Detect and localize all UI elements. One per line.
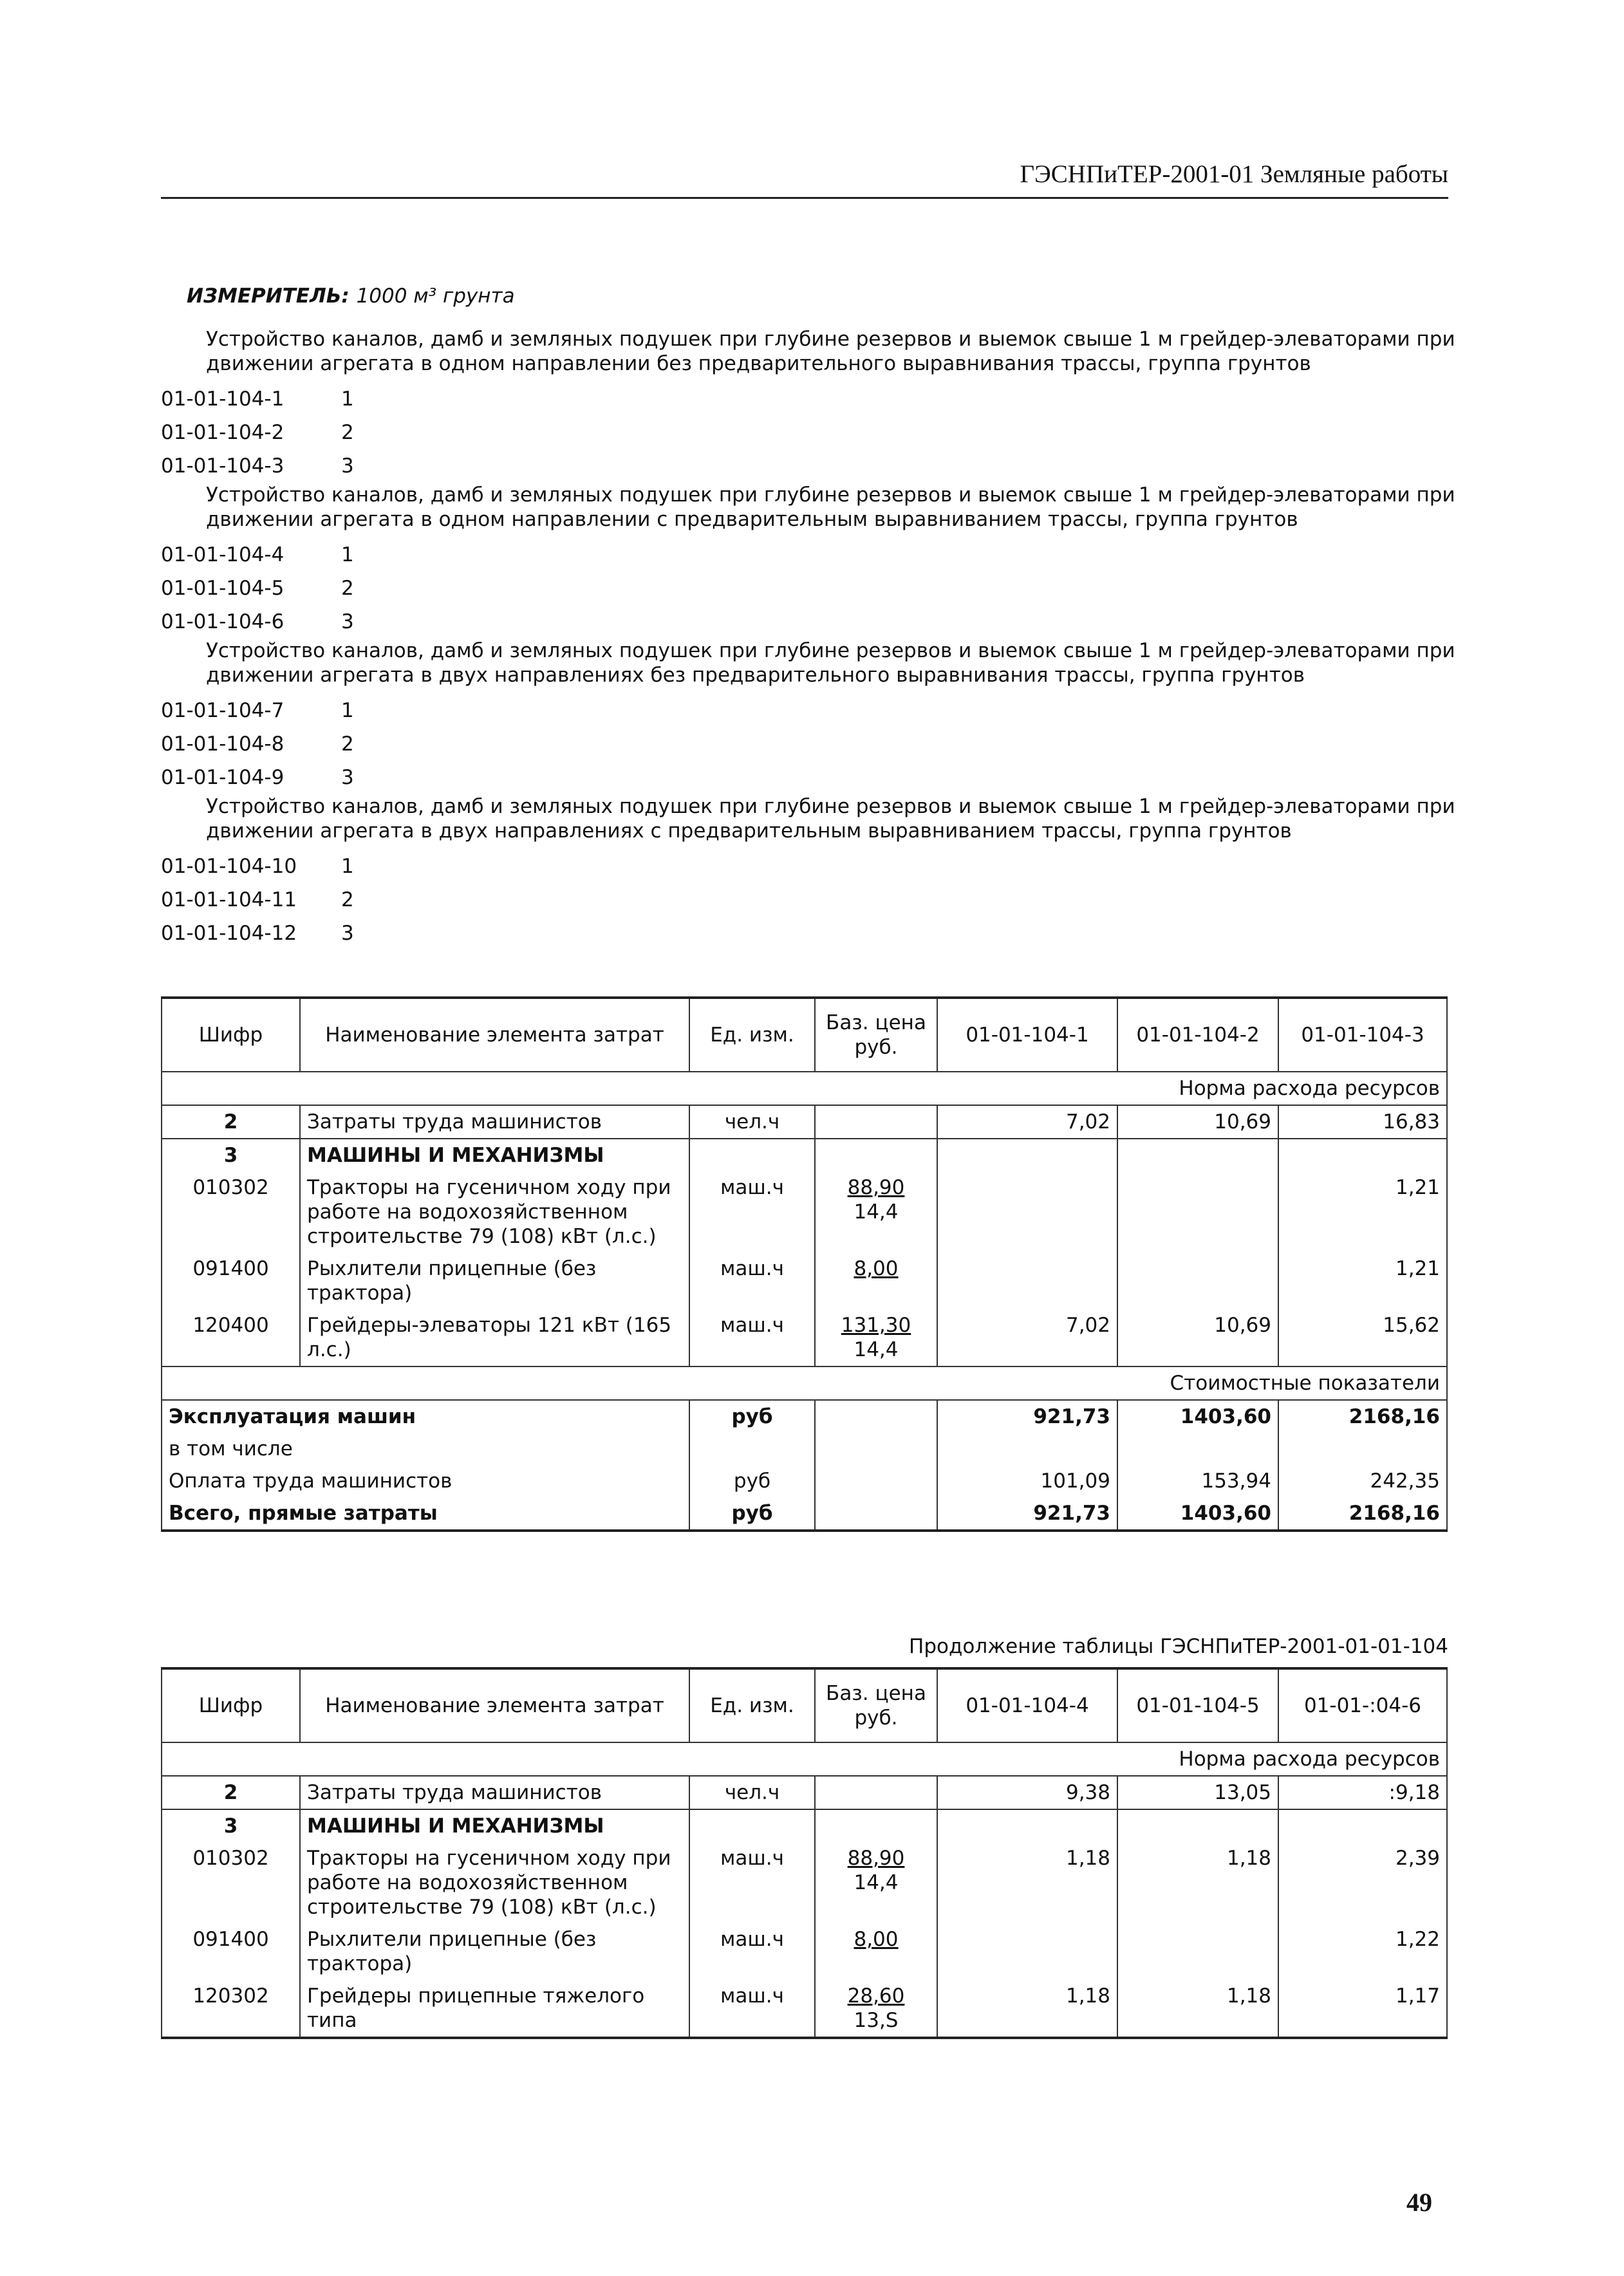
machine-v3: 15,62 [1278,1309,1447,1367]
price-base: 8,00 [854,1928,899,1951]
norm-label: Норма расхода ресурсов [162,1072,1447,1105]
machine-row [162,1171,1447,1253]
cost-v2: 153,94 [1117,1465,1278,1497]
header-unit: Ед. изм. [689,998,815,1072]
norm-code: 01-01-104-6 [161,610,285,633]
section-empty [1278,1809,1447,1842]
norm-code: 01-01-104-7 [161,699,285,722]
soil-group: 1 [341,855,354,878]
norm-code: 01-01-104-10 [161,855,297,878]
cost-name: Всего, прямые затраты [162,1497,689,1531]
header-code: Шифр [162,998,300,1072]
header-unit: Ед. изм. [689,1668,815,1742]
soil-group: 2 [341,577,354,600]
price-wage: 14,4 [854,1338,899,1361]
group-description: Устройство каналов, дамб и земляных подушек при глубине резервов и выемок свыше 1 м грейдер-элеваторами при движении агрегата в двух направлениях с предварительным выравниванием трассы, группа грунтов [206,795,1455,843]
price-base: 28,60 [847,1984,905,2008]
code-row [161,382,1461,416]
code-row [161,761,1461,794]
machine-v1 [937,1253,1117,1309]
soil-group: 3 [341,610,354,633]
machine-code: 120400 [162,1309,300,1367]
norm-code: 01-01-104-4 [161,543,285,566]
empty [1117,1433,1278,1465]
labor-v2: 10,69 [1117,1105,1278,1139]
price-base: 88,90 [847,1176,905,1199]
cost-v1: 101,09 [937,1465,1117,1497]
code-group [161,639,1461,794]
machine-price [815,1171,937,1253]
norm-code: 01-01-104-11 [161,888,297,911]
section-empty [815,1139,937,1171]
header-c3: 01-01-104-3 [1278,998,1447,1072]
norm-label-row [162,1072,1447,1105]
section-empty [689,1139,815,1171]
norms-table-1 [161,996,1448,1532]
machine-v2: 10,69 [1117,1309,1278,1367]
cost-unit: руб [689,1465,815,1497]
machine-v3: 1,22 [1278,1923,1447,1980]
labor-v3: 16,83 [1278,1105,1447,1139]
cost-v1: 921,73 [937,1497,1117,1531]
labor-unit: чел.ч [689,1776,815,1809]
machine-code: 091400 [162,1253,300,1309]
machine-row [162,1842,1447,1923]
code-group [161,794,1461,950]
soil-group: 2 [341,888,354,911]
header-title: ГЭСНПиТЕР-2001-01 Земляные работы [1020,160,1448,188]
machine-name: Рыхлители прицепные (без трактора) [300,1253,689,1309]
price-base: 131,30 [841,1314,911,1337]
machine-price [815,1253,937,1309]
code-row [161,917,1461,950]
soil-group: 3 [341,454,354,478]
cost-total-row [162,1497,1447,1531]
machine-v3: 1,17 [1278,1980,1447,2038]
code-groups [161,327,1461,950]
header-name: Наименование элемента затрат [300,998,689,1072]
machine-v1: 1,18 [937,1980,1117,2038]
machines-section-row [162,1809,1447,1842]
code-row [161,538,1461,572]
machine-row [162,1309,1447,1367]
norm-code: 01-01-104-12 [161,922,297,945]
table-header-row [162,998,1447,1072]
code-row [161,449,1461,483]
code-row [161,605,1461,639]
labor-price [815,1776,937,1809]
labor-unit: чел.ч [689,1105,815,1139]
page-header [161,157,1448,199]
group-description: Устройство каналов, дамб и земляных подушек при глубине резервов и выемок свыше 1 м грейдер-элеваторами при движении агрегата в одном направлении с предварительным выравниванием трассы, группа грунтов [206,483,1455,531]
machine-v1: 1,18 [937,1842,1117,1923]
price-base: 88,90 [847,1847,905,1870]
empty [689,1433,815,1465]
header-name: Наименование элемента затрат [300,1668,689,1742]
machine-v2 [1117,1253,1278,1309]
machines-section-row [162,1139,1447,1171]
machine-name: Грейдеры-элеваторы 121 кВт (165 л.с.) [300,1309,689,1367]
measure-label: ИЗМЕРИТЕЛЬ: [187,284,350,308]
group-description: Устройство каналов, дамб и земляных подушек при глубине резервов и выемок свыше 1 м грейдер-элеваторами при движении агрегата в двух направлениях без предварительного выравнивания трассы, группа грунтов [206,639,1455,687]
section-empty [1278,1139,1447,1171]
section-name: МАШИНЫ И МЕХАНИЗМЫ [300,1139,689,1171]
code-row [161,727,1461,761]
cost-unit: руб [689,1400,815,1433]
machine-unit: маш.ч [689,1842,815,1923]
machine-unit: маш.ч [689,1171,815,1253]
cost-exploit-row [162,1400,1447,1433]
empty [937,1433,1117,1465]
cost-v3: 2168,16 [1278,1400,1447,1433]
norms-table-2 [161,1667,1448,2039]
machine-price [815,1309,937,1367]
machine-code: 010302 [162,1171,300,1253]
header-c2: 01-01-104-2 [1117,998,1278,1072]
soil-group: 3 [341,922,354,945]
norm-code: 01-01-104-2 [161,421,285,444]
labor-code: 2 [162,1105,300,1139]
section-empty [937,1139,1117,1171]
price-wage: 13,S [854,2009,899,2032]
machine-v1 [937,1923,1117,1980]
machine-unit: маш.ч [689,1980,815,2038]
empty [1278,1433,1447,1465]
labor-row [162,1105,1447,1139]
cost-v3: 2168,16 [1278,1497,1447,1531]
machine-row [162,1923,1447,1980]
measure-line [187,283,1461,309]
header-price: Баз. цена руб. [815,1668,937,1742]
header-c1: 01-01-104-1 [937,998,1117,1072]
cost-price [815,1497,937,1531]
machine-unit: маш.ч [689,1309,815,1367]
cost-label-row [162,1367,1447,1400]
soil-group: 2 [341,421,354,444]
machine-v3: 1,21 [1278,1253,1447,1309]
norm-code: 01-01-104-1 [161,387,285,411]
machine-price [815,1842,937,1923]
labor-v3: :9,18 [1278,1776,1447,1809]
measure-and-codes [161,283,1461,950]
section-empty [689,1809,815,1842]
soil-group: 1 [341,387,354,411]
header-c3: 01-01-:04-6 [1278,1668,1447,1742]
machine-name: Грейдеры прицепные тяжелого типа [300,1980,689,2038]
table-continued-caption: Продолжение таблицы ГЭСНПиТЕР-2001-01-01-104 [909,1635,1448,1658]
header-c2: 01-01-104-5 [1117,1668,1278,1742]
code-row [161,416,1461,449]
machine-name: Тракторы на гусеничном ходу при работе на водохозяйственном строительстве 79 (108) кВт (л.с.) [300,1842,689,1923]
machine-v2 [1117,1171,1278,1253]
page-number: 49 [1406,2188,1432,2217]
cost-incl: в том числе [162,1433,689,1465]
section-empty [1117,1809,1278,1842]
machine-v2: 1,18 [1117,1980,1278,2038]
empty [815,1433,937,1465]
code-row [161,694,1461,727]
price-wage: 14,4 [854,1871,899,1894]
header-price: Баз. цена руб. [815,998,937,1072]
norm-code: 01-01-104-5 [161,577,285,600]
price-wage: 14,4 [854,1200,899,1224]
section-name: МАШИНЫ И МЕХАНИЗМЫ [300,1809,689,1842]
norm-code: 01-01-104-9 [161,766,285,789]
norm-code: 01-01-104-8 [161,732,285,756]
norm-label-row [162,1742,1447,1776]
cost-price [815,1465,937,1497]
header-c1: 01-01-104-4 [937,1668,1117,1742]
labor-v1: 9,38 [937,1776,1117,1809]
labor-v2: 13,05 [1117,1776,1278,1809]
cost-incl-row [162,1433,1447,1465]
code-row [161,572,1461,605]
machine-name: Тракторы на гусеничном ходу при работе на водохозяйственном строительстве 79 (108) кВт (л.с.) [300,1171,689,1253]
cost-v1: 921,73 [937,1400,1117,1433]
labor-name: Затраты труда машинистов [300,1105,689,1139]
section-code: 3 [162,1809,300,1842]
soil-group: 1 [341,699,354,722]
labor-v1: 7,02 [937,1105,1117,1139]
soil-group: 3 [341,766,354,789]
machine-price [815,1980,937,2038]
section-code: 3 [162,1139,300,1171]
machine-unit: маш.ч [689,1253,815,1309]
norm-label: Норма расхода ресурсов [162,1742,1447,1776]
code-row [161,850,1461,883]
labor-code: 2 [162,1776,300,1809]
machine-code: 120302 [162,1980,300,2038]
labor-price [815,1105,937,1139]
cost-v2: 1403,60 [1117,1497,1278,1531]
machine-v3: 2,39 [1278,1842,1447,1923]
code-row [161,883,1461,917]
machine-code: 010302 [162,1842,300,1923]
cost-name: Оплата труда машинистов [162,1465,689,1497]
machine-v1: 7,02 [937,1309,1117,1367]
measure-value: 1000 м³ грунта [356,284,515,308]
group-description: Устройство каналов, дамб и земляных подушек при глубине резервов и выемок свыше 1 м грейдер-элеваторами при движении агрегата в одном направлении без предварительного выравнивания трассы, группа грунтов [206,328,1455,375]
machine-v3: 1,21 [1278,1171,1447,1253]
norm-code: 01-01-104-3 [161,454,285,478]
labor-name: Затраты труда машинистов [300,1776,689,1809]
section-empty [937,1809,1117,1842]
cost-wages-row [162,1465,1447,1497]
header-code: Шифр [162,1668,300,1742]
cost-v3: 242,35 [1278,1465,1447,1497]
machine-code: 091400 [162,1923,300,1980]
cost-v2: 1403,60 [1117,1400,1278,1433]
machine-name: Рыхлители прицепные (без трактора) [300,1923,689,1980]
cost-label: Стоимостные показатели [162,1367,1447,1400]
machine-price [815,1923,937,1980]
machine-row [162,1980,1447,2038]
soil-group: 2 [341,732,354,756]
soil-group: 1 [341,543,354,566]
price-base: 8,00 [854,1257,899,1280]
machine-row [162,1253,1447,1309]
labor-row [162,1776,1447,1809]
cost-unit: руб [689,1497,815,1531]
table-header-row [162,1668,1447,1742]
code-group [161,327,1461,483]
section-empty [815,1809,937,1842]
code-group [161,483,1461,639]
section-empty [1117,1139,1278,1171]
cost-price [815,1400,937,1433]
machine-v2 [1117,1923,1278,1980]
machine-unit: маш.ч [689,1923,815,1980]
machine-v1 [937,1171,1117,1253]
machine-v2: 1,18 [1117,1842,1278,1923]
cost-name: Эксплуатация машин [162,1400,689,1433]
